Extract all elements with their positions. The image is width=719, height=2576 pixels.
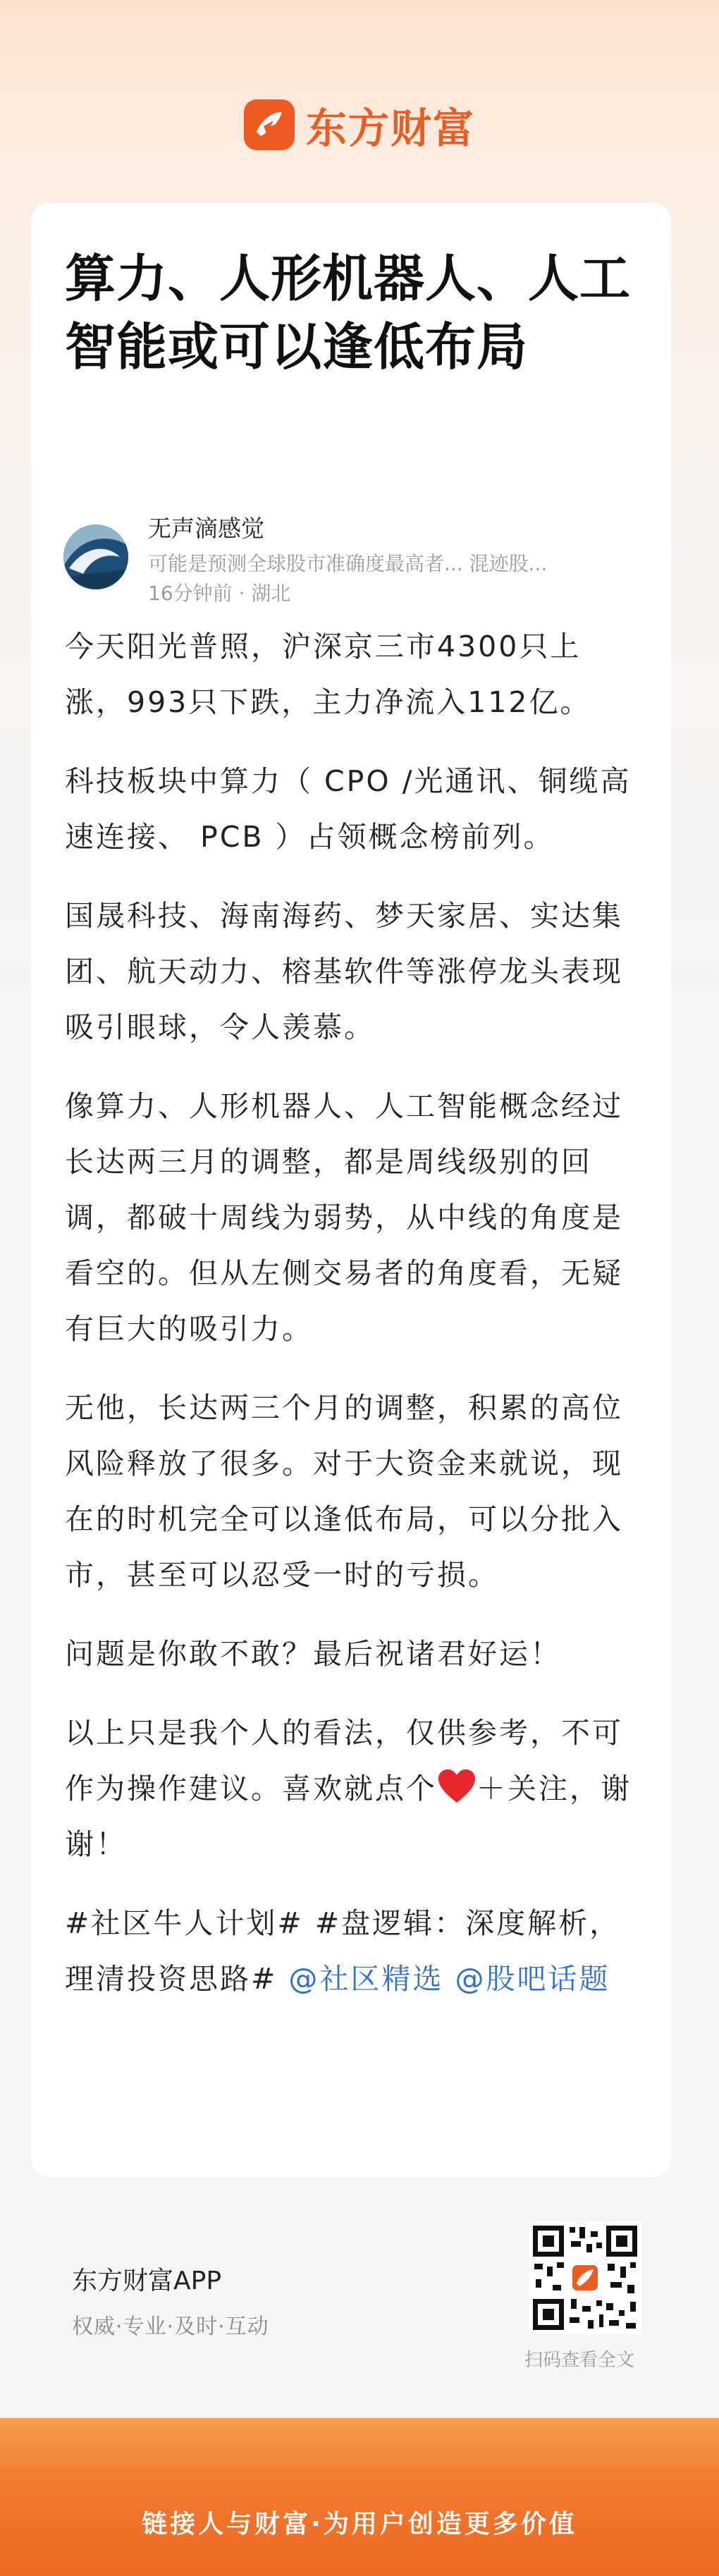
topic-tags	[65, 1896, 643, 2007]
article-title: 算力、人形机器人、人工智能或可以逢低布局	[65, 248, 632, 376]
app-slogan: 权威·专业·及时·互动	[72, 2314, 269, 2339]
paragraph: 无他，长达两三个月的调整，积累的高位风险释放了很多。对于大资金来就说，现在的时机完全可以逢低布局，可以分批入市，甚至可以忍受一时的亏损。	[65, 1391, 623, 1592]
topic-tag-text[interactable]: #社区牛人计划# #盘逻辑：深度解析，理清投资思路#	[65, 1906, 621, 1996]
paragraph: 问题是你敢不敢？最后祝诸君好运！	[65, 1637, 561, 1671]
wave-avatar	[63, 525, 128, 589]
qr-caption: 扫码查看全文	[524, 2350, 635, 2371]
author-avatar[interactable]	[63, 525, 128, 589]
qr-code-icon[interactable]	[529, 2221, 641, 2334]
app-name: 东方财富APP	[72, 2267, 222, 2295]
bottom-banner	[0, 2418, 719, 2576]
mention-link[interactable]: @社区精选	[288, 1962, 444, 1996]
author-row[interactable]	[63, 509, 649, 605]
brand-header	[0, 93, 719, 157]
post-location: 湖北	[251, 582, 291, 605]
author-bio: 可能是预测全球股市准确度最高者... 混迹股...	[148, 552, 548, 575]
author-name[interactable]: 无声滴感觉	[148, 515, 264, 542]
post-time: 16分钟前	[148, 582, 233, 605]
meta-separator: ·	[238, 582, 252, 605]
article-body	[65, 619, 643, 2030]
red-heart-icon	[437, 1769, 477, 1804]
article-card	[31, 203, 671, 2177]
paragraph: 国晟科技、海南海药、梦天家居、实达集团、航天动力、榕基软件等涨停龙头表现吸引眼球，令人羡慕。	[65, 899, 623, 1044]
paragraph: 今天阳光普照，沪深京三市4300只上涨，993只下跌，主力净流入112亿。	[65, 630, 591, 719]
paragraph: 像算力、人形机器人、人工智能概念经过长达两三月的调整，都是周线级别的回调，都破十周线为弱势，从中线的角度是看空的。但从左侧交易者的角度看，无疑有巨大的吸引力。	[65, 1089, 623, 1346]
paragraph: 科技板块中算力（ CPO /光通讯、铜缆高速连接、 PCB ）占领概念榜前列。	[65, 764, 632, 854]
post-meta	[148, 578, 290, 606]
mention-link[interactable]: @股吧话题	[455, 1962, 610, 1996]
brand-name: 东方财富	[305, 104, 475, 152]
eastmoney-logo-icon	[244, 99, 295, 150]
bottom-slogan: 链接人与财富·为用户创造更多价值	[142, 2510, 577, 2539]
closing-paragraph: 以上只是我个人的看法，仅供参考，不可作为操作建议。喜欢就点个 ＋关注，谢谢！	[65, 1716, 632, 1861]
app-promo	[31, 2182, 671, 2422]
